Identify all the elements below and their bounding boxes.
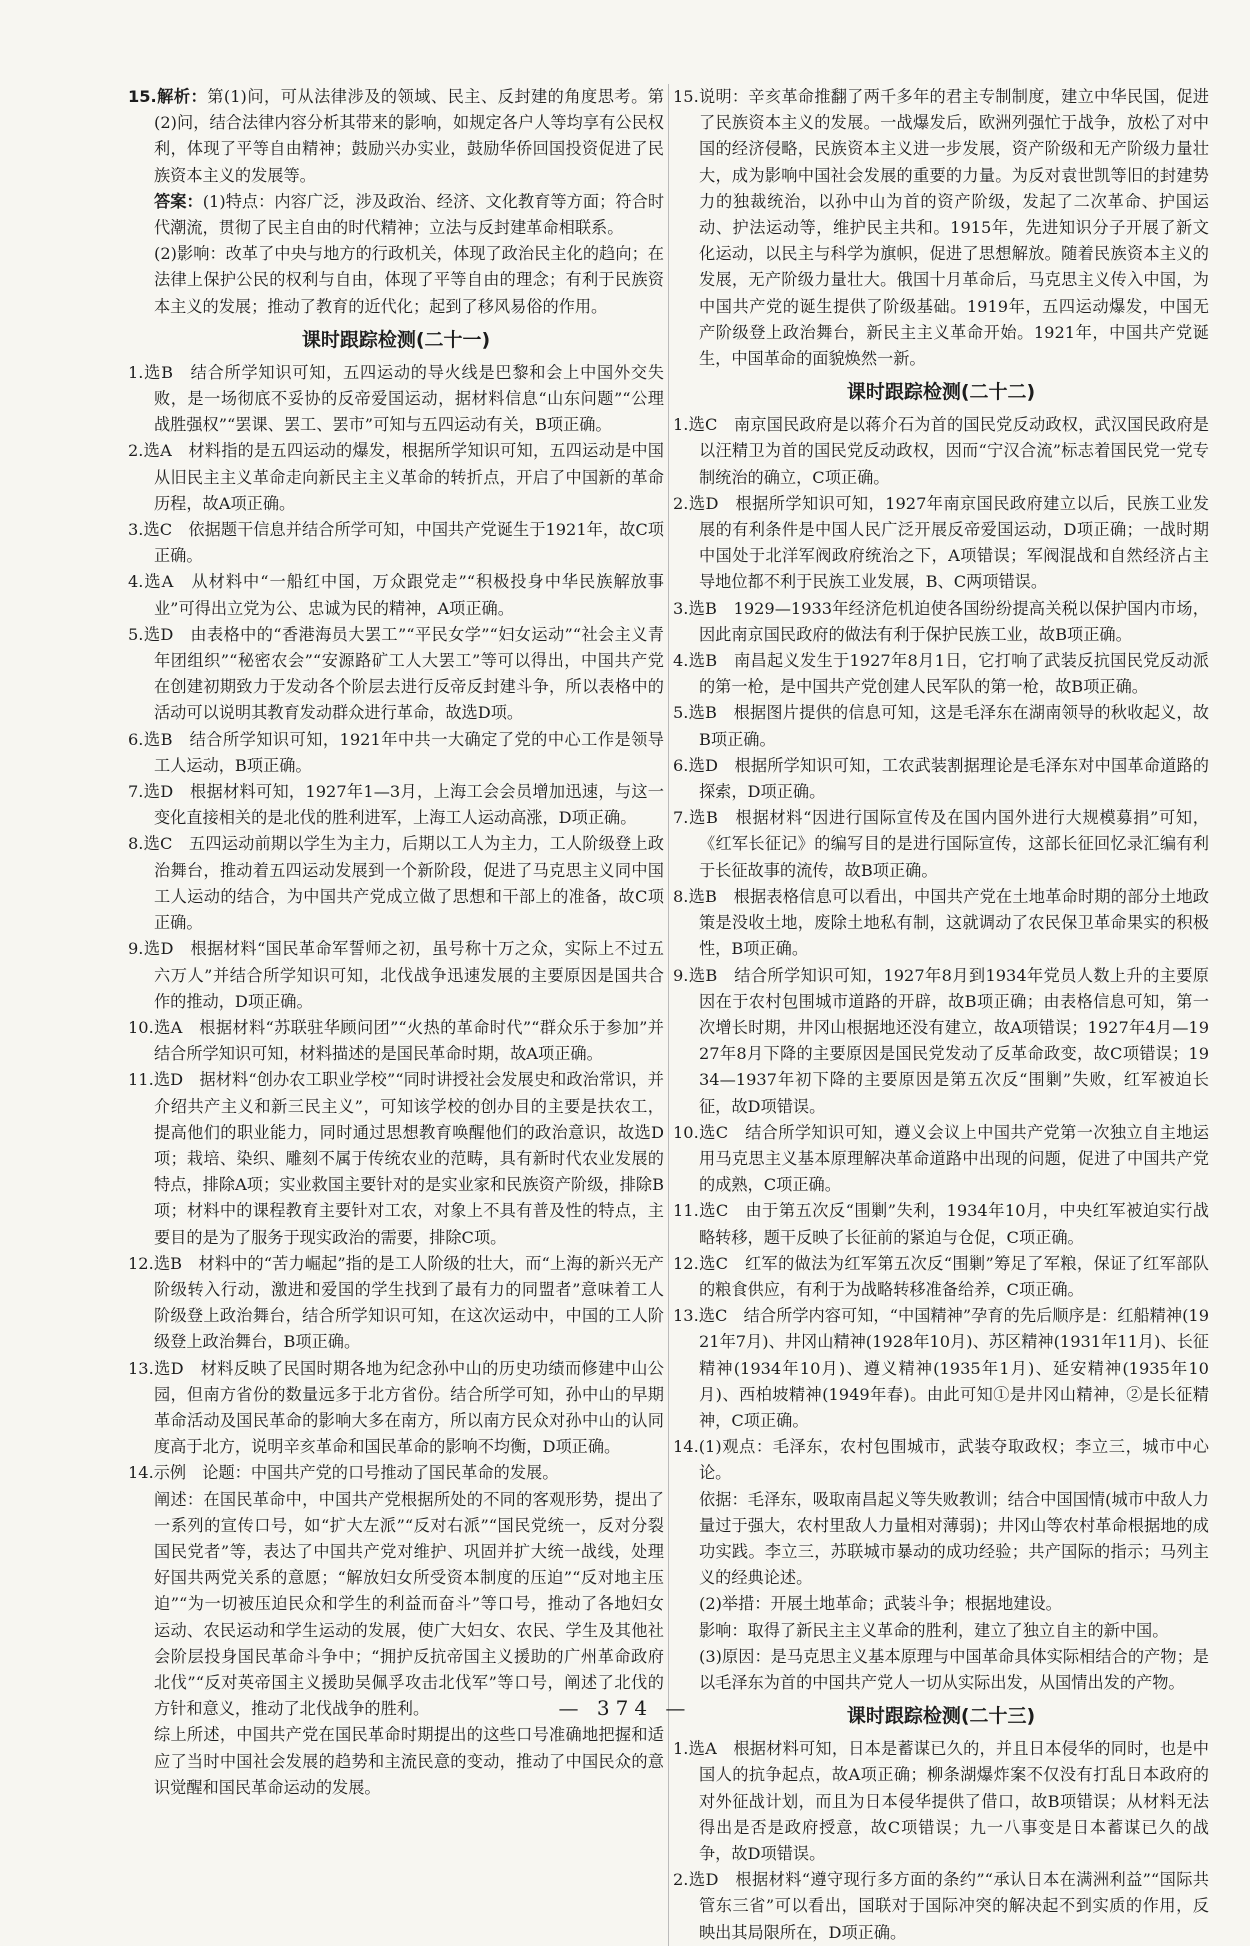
answer-item: 4.选B 南昌起义发生于1927年8月1日，它打响了武装反抗国民党反动派的第一枪，是中国共产党创建人民军队的第一枪，故B项正确。 bbox=[673, 651, 1209, 697]
answer-item: 6.选B 结合所学知识可知，1921年中共一大确定了党的中心工作是领导工人运动，B项正确。 bbox=[128, 729, 664, 775]
page-number: — 374 — bbox=[558, 1696, 692, 1720]
q14-paragraph: (2)举措：开展土地革命；武装斗争；根据地建设。 bbox=[699, 1594, 1062, 1614]
answer-item: 5.选B 根据图片提供的信息可知，这是毛泽东在湖南领导的秋收起义，故B项正确。 bbox=[673, 703, 1209, 749]
answer-list-21 bbox=[128, 360, 664, 1461]
answer-item: 12.选B 材料中的“苦力崛起”指的是工人阶级的壮大，而“上海的新兴无产阶级转入行动，激进和爱国的学生找到了最有力的同盟者”意味着工人阶级登上政治舞台，结合所学知识可知，在这次运动中，中国的工人阶级登上政治舞台，B项正确。 bbox=[128, 1253, 664, 1352]
answer-item: 12.选C 红军的做法为红军第五次反“围剿”筹足了军粮，保证了红军部队的粮食供应，有利于为战略转移准备给养，C项正确。 bbox=[673, 1253, 1209, 1299]
answer-item: 10.选C 结合所学知识可知，遵义会议上中国共产党第一次独立自主地运用马克思主义基本原理解决革命道路中出现的问题，促进了中国共产党的成熟，C项正确。 bbox=[673, 1122, 1209, 1195]
answer-list-23 bbox=[673, 1736, 1209, 1946]
q14-paragraph: (3)原因：是马克思主义基本原理与中国革命具体实际相结合的产物；是以毛泽东为首的中国共产党人一切从实际出发，从国情出发的产物。 bbox=[699, 1646, 1209, 1692]
q14-paragraphs-right bbox=[673, 1487, 1209, 1697]
section-title-22: 课时跟踪检测(二十二) bbox=[846, 381, 1036, 404]
answer-item: 1.选A 根据材料可知，日本是蓄谋已久的，并且日本侵华的同时，也是中国人的抗争起点，故A项正确；柳条湖爆炸案不仅没有打乱日本政府的对外征战计划，而且为日本侵华提供了借口，故B项错误；从材料无法得出是否是政府授意，故C项错误；九一八事变是日本蓄谋已久的战争，故D项错误。 bbox=[673, 1739, 1209, 1863]
answer-item: 13.选D 材料反映了民国时期各地为纪念孙中山的历史功绩而修建中山公园，但南方省份的数量远多于北方省份。结合所学可知，孙中山的早期革命活动及国民革命的影响大多在南方，所以南方民众对孙中山的认同度高于北方，说明辛亥革命和国民革命的影响不均衡，D项正确。 bbox=[128, 1358, 664, 1457]
answer-item: 4.选A 从材料中“一船红中国，万众跟党走”“积极投身中华民族解放事业”可得出立党为公、忠诚为民的精神，A项正确。 bbox=[128, 572, 664, 618]
answer-item: 7.选D 根据材料可知，1927年1—3月，上海工会会员增加迅速，与这一变化直接相关的是北伐的胜利进军，上海工人运动高涨，D项正确。 bbox=[128, 782, 664, 828]
answer-item: 2.选D 根据材料“遵守现行多方面的条约”“承认日本在满洲利益”“国际共管东三省”可以看出，国联对于国际冲突的解决起不到实质的作用，反映出其局限所在，D项正确。 bbox=[673, 1870, 1209, 1942]
answer-item: 13.选C 结合所学内容可知，“中国精神”孕育的先后顺序是：红船精神(1921年7月)、井冈山精神(1928年10月)、苏区精神(1931年11月)、长征精神(1934年10月)、遵义精神(1935年1月)、延安精神(1935年10月)、西柏坡精神(1949年春)。由此可知①是井冈山精神，②是长征精神，C项正确。 bbox=[673, 1306, 1209, 1430]
answer-text: (1)特点：内容广泛，涉及政治、经济、文化教育等方面；符合时代潮流，贯彻了民主自由的时代精神；立法与反封建革命相联系。 bbox=[154, 191, 665, 238]
answer-item: 7.选B 根据材料“因进行国际宣传及在国内国外进行大规模募捐”可知，《红军长征记》的编写目的是进行国际宣传，这部长征回忆录汇编有利于长征故事的流传，故B项正确。 bbox=[673, 808, 1209, 880]
answer-item: 6.选D 根据所学知识可知，工农武装割据理论是毛泽东对中国革命道路的探索，D项正确。 bbox=[673, 755, 1209, 802]
answer-item: 2.选D 根据所学知识可知，1927年南京国民政府建立以后，民族工业发展的有利条件是中国人民广泛开展反帝爱国运动，D项正确；一战时期中国处于北洋军阀政府统治之下，A项错误；军阀混战和自然经济占主导地位都不利于民族工业发展，B、C两项错误。 bbox=[673, 493, 1209, 592]
section-title-23: 课时跟踪检测(二十三) bbox=[846, 1705, 1036, 1728]
answer-item: 1.选B 结合所学知识可知，五四运动的导火线是巴黎和会上中国外交失败，是一场彻底不妥协的反帝爱国运动，据材料信息“山东问题”“公理战胜强权”“罢课、罢工、罢市”可知与五四运动有关，B项正确。 bbox=[128, 362, 664, 435]
answer-item: 9.选B 结合所学知识可知，1927年8月到1934年党员人数上升的主要原因在于农村包围城市道路的开辟，故B项正确；由表格信息可知，第一次增长时期，井冈山根据地还没有建立，故A项错误；1927年4月—1927年8月下降的主要原因是国民党发动了反革命政变，故C项错误；1934—1937年初下降的主要原因是第五次反“围剿”失败，红军被迫长征，故D项错误。 bbox=[673, 965, 1209, 1116]
q14-paragraph: 影响：取得了新民主主义革命的胜利，建立了独立自主的新中国。 bbox=[699, 1620, 1169, 1640]
q15-explanation: 15.说明：辛亥革命推翻了两千多年的君主专制制度，建立中华民国，促进了民族资本主义的发展。一战爆发后，欧洲列强忙于战争，放松了对中国的经济侵略，民族资本主义进一步发展，资产阶级和无产阶级力量壮大，成为影响中国社会发展的重要的力量。为反对袁世凯等旧的封建势力的独裁统治，以孙中山为首的资产阶级，发起了二次革命、护国运动、护法运动等，维护民主共和。1915年，先进知识分子开展了新文化运动，以民主与科学为旗帜，促进了思想解放。随着民族资本主义的发展，无产阶级力量壮大。俄国十月革命后，马克思主义传入中国，为中国共产党的诞生提供了阶级基础。1919年，五四运动爆发，中国无产阶级登上政治舞台，新民主主义革命开始。1921年，中国共产党诞生，中国革命的面貌焕然一新。 bbox=[673, 87, 1209, 369]
answer-list-22 bbox=[673, 412, 1209, 1434]
q14-paragraph: 综上所述，中国共产党在国民革命时期提出的这些口号准确地把握和适应了当时中国社会发展的趋势和主流民意的变动，推动了中国民众的意识觉醒和国民革命运动的发展。 bbox=[154, 1725, 664, 1797]
answer-item: 8.选B 根据表格信息可以看出，中国共产党在土地革命时期的部分土地政策是没收土地，废除土地私有制，这就调动了农民保卫革命果实的积极性，B项正确。 bbox=[673, 886, 1209, 959]
answer-item: 9.选D 根据材料“国民革命军誓师之初，虽号称十万之众，实际上不过五六万人”并结合所学知识可知，北伐战争迅速发展的主要原因是国共合作的推动，D项正确。 bbox=[128, 939, 664, 1011]
q14-topic: 14.示例 论题：中国共产党的口号推动了国民革命的发展。 bbox=[128, 1463, 559, 1483]
answer-item: 5.选D 由表格中的“香港海员大罢工”“平民女学”“妇女运动”“社会主义青年团组织”“秘密农会”“安源路矿工人大罢工”等可以得出，中国共产党在创建初期致力于发动各个阶层去进行反帝反封建斗争，所以表格中的活动可以说明其教育发动群众进行革命，故选D项。 bbox=[128, 624, 664, 723]
answer-item: 11.选C 由于第五次反“围剿”失利，1934年10月，中央红军被迫实行战略转移，题干反映了长征前的紧迫与仓促，C项正确。 bbox=[673, 1201, 1209, 1247]
answer-item: 10.选A 根据材料“苏联驻华顾问团”“火热的革命时代”“群众乐于参加”并结合所学知识可知，材料描述的是国民革命时期，故A项正确。 bbox=[128, 1017, 664, 1064]
q15-answer-2: (2)影响：改革了中央与地方的行政机关，体现了政治民主化的趋向；在法律上保护公民的权利与自由，体现了平等自由的理念；有利于民族资本主义的发展；推动了教育的近代化；起到了移风易俗的作用。 bbox=[154, 244, 664, 316]
q14-paragraph: 依据：毛泽东，吸取南昌起义等失败教训；结合中国国情(城市中敌人力量过于强大，农村里敌人力量相对薄弱)；井冈山等农村革命根据地的成功实践。李立三，苏联城市暴动的成功经验；共产国际的指示；马列主义的经典论述。 bbox=[699, 1489, 1209, 1588]
right-column bbox=[668, 84, 1209, 1946]
analysis-label: 15.解析： bbox=[128, 87, 208, 106]
answer-item: 8.选C 五四运动前期以学生为主力，后期以工人为主力，工人阶级登上政治舞台，推动着五四运动发展到一个新阶段，促进了马克思主义同中国工人运动的结合，为中国共产党成立做了思想和干部上的准备，故C项正确。 bbox=[128, 834, 664, 933]
q15-analysis bbox=[128, 84, 664, 189]
answer-item: 3.选B 1929—1933年经济危机迫使各国纷纷提高关税以保护国内市场，因此南京国民政府的做法有利于保护民族工业，故B项正确。 bbox=[673, 598, 1209, 644]
answer-item: 11.选D 据材料“创办农工职业学校”“同时讲授社会发展史和政治常识，并介绍共产主义和新三民主义”，可知该学校的创办目的主要是扶农工，提高他们的职业能力，同时通过思想教育唤醒他们的政治意识，故选D项；栽培、染织、雕刻不属于传统农业的范畴，具有新时代农业发展的特点，排除A项；实业救国主要针对的是实业家和民族资产阶级，排除B项；材料中的课程教育主要针对工农，对象上不具有普及性的特点，主要目的是为了服务于现实政治的需要，排除C项。 bbox=[128, 1070, 664, 1247]
section-title-21: 课时跟踪检测(二十一) bbox=[301, 328, 491, 351]
answer-label: 答案： bbox=[154, 191, 203, 211]
q15-answer bbox=[128, 189, 664, 241]
q14-viewpoint: 14.(1)观点：毛泽东，农村包围城市，武装夺取政权；李立三，城市中心论。 bbox=[673, 1437, 1209, 1483]
left-column bbox=[128, 84, 664, 1801]
q14-paragraph: 阐述：在国民革命中，中国共产党根据所处的不同的客观形势，提出了一系列的宣传口号，如“扩大左派”“反对右派”“国民党统一，反对分裂国民党者”等，表达了中国共产党对维护、巩固并扩大统一战线，处理好国共两党关系的意愿；“解放妇女所受资本制度的压迫”“反对地主压迫”“为一切被压迫民众和学生的利益而奋斗”等口号，推动了各地妇女运动、农民运动和学生运动的发展，使广大妇女、农民、学生及其他社会阶层投身国民革命斗争中；“拥护反抗帝国主义援助的广州革命政府北伐”“反对英帝国主义援助吴佩孚攻击北伐军”等口号，阐述了北伐的方针和意义，推动了北伐战争的胜利。 bbox=[154, 1489, 664, 1719]
answer-item: 3.选C 依据题干信息并结合所学可知，中国共产党诞生于1921年，故C项正确。 bbox=[128, 520, 664, 566]
answer-item: 1.选C 南京国民政府是以蒋介石为首的国民党反动政权，武汉国民政府是以汪精卫为首的国民党反动政权，因而“宁汉合流”标志着国民党一党专制统治的确立，C项正确。 bbox=[673, 415, 1209, 487]
answer-item: 2.选A 材料指的是五四运动的爆发，根据所学知识可知，五四运动是中国从旧民主主义革命走向新民主主义革命的转折点，开启了中国新的革命历程，故A项正确。 bbox=[128, 441, 664, 513]
analysis-text: 第(1)问，可从法律涉及的领域、民主、反封建的角度思考。第(2)问，结合法律内容分析其带来的影响，如规定各户人等均享有公民权利，体现了平等自由精神；鼓励兴办实业，鼓励华侨回国投资促进了民族资本主义的发展等。 bbox=[154, 87, 664, 185]
